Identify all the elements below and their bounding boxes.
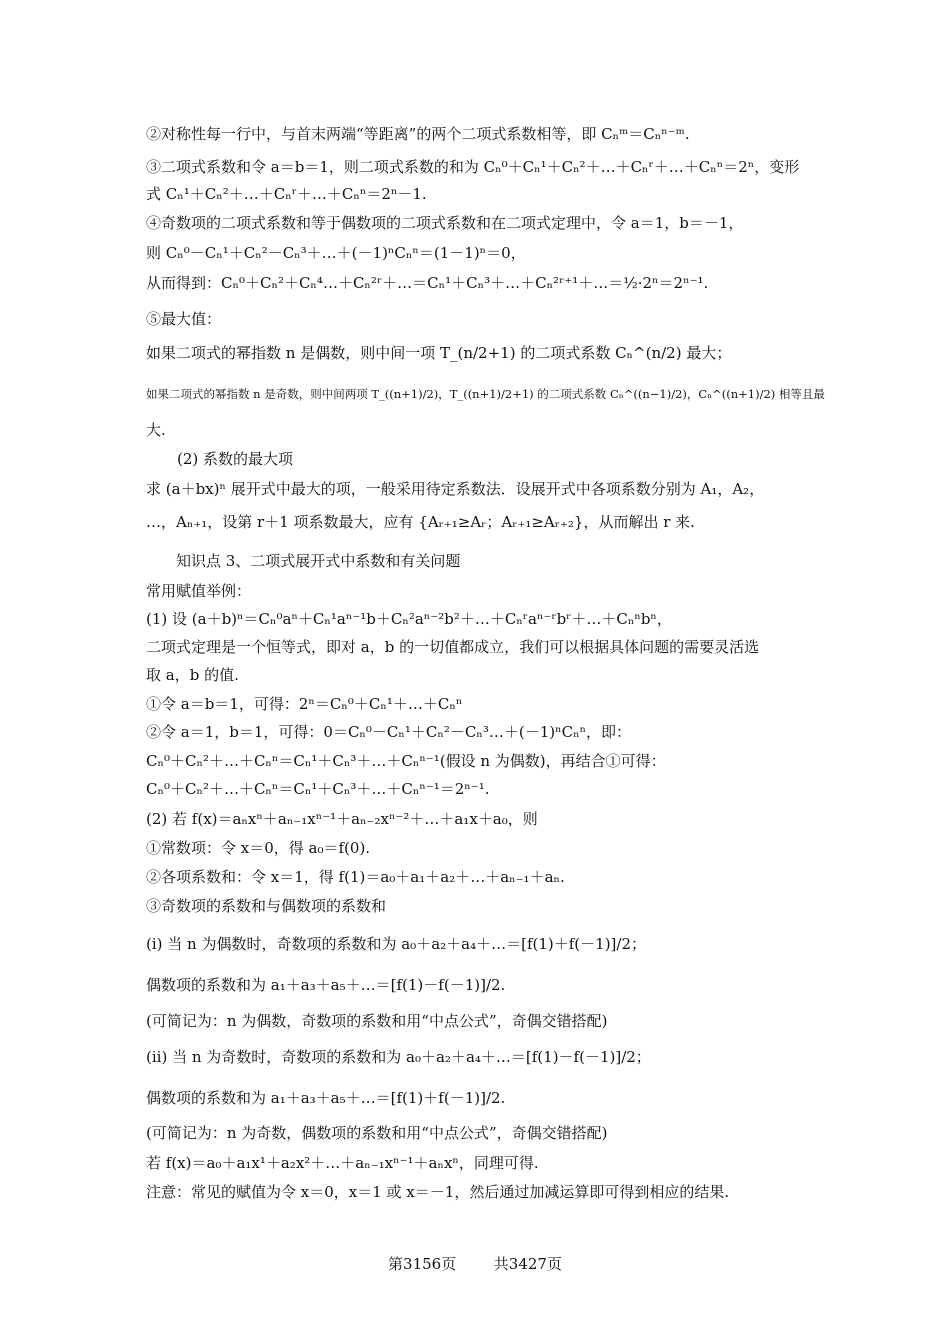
text-line: ①令 a＝b＝1，可得：2ⁿ＝Cₙ⁰＋Cₙ¹＋…＋Cₙⁿ (146, 695, 463, 713)
text-line: 式 Cₙ¹＋Cₙ²＋…＋Cₙʳ＋…＋Cₙⁿ＝2ⁿ－1. (146, 185, 427, 203)
text-line: 二项式定理是一个恒等式，即对 a，b 的一切值都成立，我们可以根据具体问题的需要灵活选 (146, 638, 760, 656)
text-line: 从而得到：Cₙ⁰＋Cₙ²＋Cₙ⁴…＋Cₙ²ʳ＋…＝Cₙ¹＋Cₙ³＋…＋Cₙ²ʳ⁺¹＋…＝½·2ⁿ＝2ⁿ⁻¹. (146, 274, 709, 292)
text-line: 如果二项式的幂指数 n 是奇数，则中间两项 T_((n+1)/2)，T_((n+1)/2+1) 的二项式系数 Cₙ^((n−1)/2)，Cₙ^((n+1)/2) 相等且最 (146, 387, 825, 401)
text-line: 注意：常见的赋值为令 x＝0，x＝1 或 x＝－1，然后通过加减运算即可得到相应的结果. (146, 1183, 730, 1201)
text-line: ①常数项：令 x＝0，得 a₀＝f(0). (146, 839, 371, 857)
text-line: 则 Cₙ⁰－Cₙ¹＋Cₙ²－Cₙ³＋…＋(－1)ⁿCₙⁿ＝(1－1)ⁿ＝0， (146, 244, 526, 262)
text-line: 若 f(x)＝a₀＋a₁x¹＋a₂x²＋…＋aₙ₋₁xⁿ⁻¹＋aₙxⁿ，同理可得. (146, 1154, 539, 1172)
text-line: (ii) 当 n 为奇数时，奇数项的系数和为 a₀＋a₂＋a₄＋…＝[f(1)－f(－1)]/2； (146, 1048, 651, 1066)
text-line: ②各项系数和：令 x＝1，得 f(1)＝a₀＋a₁＋a₂＋…＋aₙ₋₁＋aₙ. (146, 868, 565, 886)
text-line: ③二项式系数和令 a＝b＝1，则二项式系数的和为 Cₙ⁰＋Cₙ¹＋Cₙ²＋…＋Cₙʳ＋…＋Cₙⁿ＝2ⁿ，变形 (146, 158, 800, 176)
text-line: (2) 若 f(x)＝aₙxⁿ＋aₙ₋₁xⁿ⁻¹＋aₙ₋₂xⁿ⁻²＋…＋a₁x＋a₀，则 (146, 810, 538, 828)
text-line: …，Aₙ₊₁，设第 r＋1 项系数最大，应有 {Aᵣ₊₁≥Aᵣ；Aᵣ₊₁≥Aᵣ₊₂}，从而解出 r 来. (146, 513, 695, 531)
text-line: ③奇数项的系数和与偶数项的系数和 (146, 897, 387, 915)
text-line: 常用赋值举例： (146, 582, 252, 600)
text-line: 偶数项的系数和为 a₁＋a₃＋a₅＋…＝[f(1)＋f(－1)]/2. (146, 1089, 506, 1107)
page-footer (0, 1253, 950, 1274)
text-line: (1) 设 (a＋b)ⁿ＝Cₙ⁰aⁿ＋Cₙ¹aⁿ⁻¹b＋Cₙ²aⁿ⁻²b²＋…＋Cₙʳaⁿ⁻ʳbʳ＋…＋Cₙⁿbⁿ， (146, 610, 672, 628)
text-line: (可简记为：n 为奇数，偶数项的系数和用“中点公式”，奇偶交错搭配) (146, 1124, 608, 1142)
text-line: ⑤最大值： (146, 310, 222, 328)
text-line: ②对称性每一行中，与首末两端“等距离”的两个二项式系数相等，即 Cₙᵐ＝Cₙⁿ⁻ᵐ. (146, 125, 690, 143)
text-line: (可简记为：n 为偶数，奇数项的系数和用“中点公式”，奇偶交错搭配) (146, 1012, 608, 1030)
text-line: Cₙ⁰＋Cₙ²＋…＋Cₙⁿ＝Cₙ¹＋Cₙ³＋…＋Cₙⁿ⁻¹(假设 n 为偶数)，再结合①可得： (146, 752, 666, 770)
text-line: Cₙ⁰＋Cₙ²＋…＋Cₙⁿ＝Cₙ¹＋Cₙ³＋…＋Cₙⁿ⁻¹＝2ⁿ⁻¹. (146, 780, 490, 798)
text-line: ②令 a＝1，b＝1，可得：0＝Cₙ⁰－Cₙ¹＋Cₙ²－Cₙ³…＋(－1)ⁿCₙⁿ，即： (146, 723, 632, 741)
text-line: 大. (146, 421, 166, 439)
text-line: (i) 当 n 为偶数时，奇数项的系数和为 a₀＋a₂＋a₄＋…＝[f(1)＋f(－1)]/2； (146, 935, 647, 953)
text-line: 求 (a＋bx)ⁿ 展开式中最大的项，一般采用待定系数法．设展开式中各项系数分别为 A₁，A₂， (146, 480, 765, 498)
text-line: ④奇数项的二项式系数和等于偶数项的二项式系数和在二项式定理中，令 a＝1，b＝－1， (146, 214, 744, 232)
section-heading: (2) 系数的最大项 (177, 450, 294, 468)
page-number: 第3156页 (388, 1255, 457, 1273)
section-heading: 知识点 3、二项式展开式中系数和有关问题 (176, 552, 461, 570)
text-line: 偶数项的系数和为 a₁＋a₃＋a₅＋…＝[f(1)－f(－1)]/2. (146, 976, 506, 994)
text-line: 取 a，b 的值. (146, 666, 239, 684)
text-line: 如果二项式的幂指数 n 是偶数，则中间一项 T_(n/2+1) 的二项式系数 Cₙ^(n/2) 最大； (146, 344, 732, 362)
page-total: 共3427页 (493, 1255, 562, 1273)
